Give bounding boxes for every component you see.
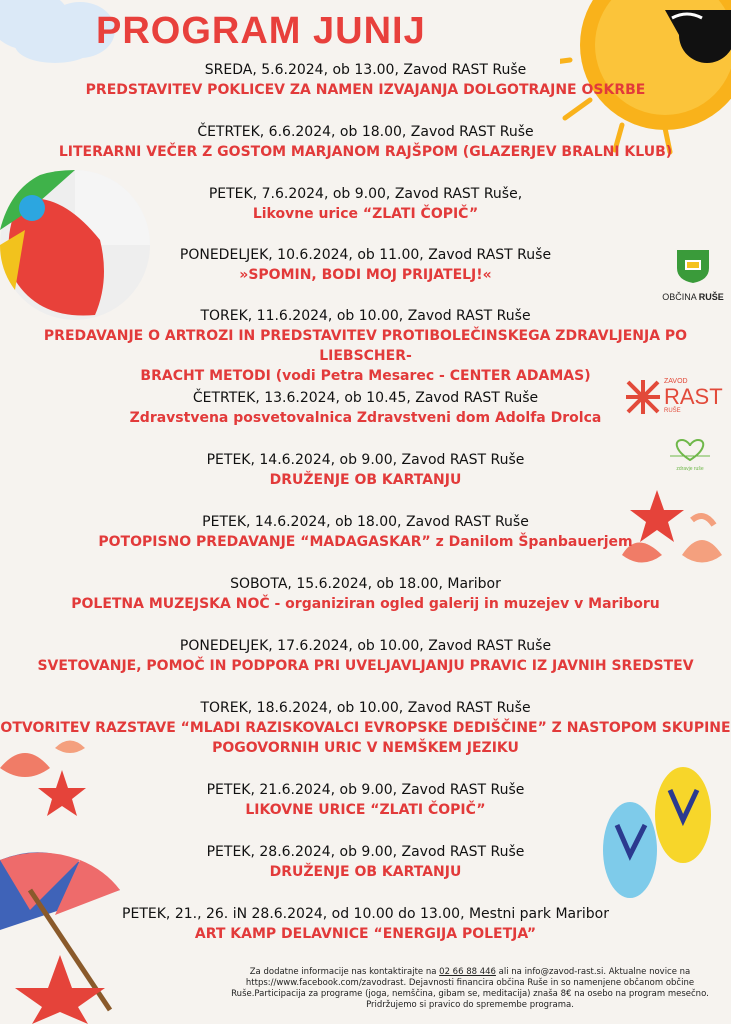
event-date: TOREK, 11.6.2024, ob 10.00, Zavod RAST Ruše <box>200 308 531 324</box>
event-date: SREDA, 5.6.2024, ob 13.00, Zavod RAST Ruše <box>204 62 527 78</box>
footer-text: Za dodatne informacije nas kontaktirajte na <box>249 967 440 977</box>
event-date: PETEK, 21.6.2024, ob 9.00, Zavod RAST Ruše <box>206 782 525 798</box>
event-date: ČETRTEK, 6.6.2024, ob 18.00, Zavod RAST Ruše <box>197 124 534 140</box>
event-2 <box>0 122 731 162</box>
event-8 <box>0 512 731 552</box>
obcina-prefix: OBČINA <box>662 292 697 302</box>
event-date: PONEDELJEK, 10.6.2024, ob 11.00, Zavod RAST Ruše <box>179 247 552 263</box>
event-date: PETEK, 21., 26. iN 28.6.2024, od 10.00 do 13.00, Mestni park Maribor <box>122 906 609 922</box>
event-7 <box>0 450 731 490</box>
event-6 <box>0 388 731 428</box>
footer-line-4: Pridržujemo si pravico do spremembe programa. <box>366 1000 574 1010</box>
event-3 <box>0 184 731 224</box>
footer-line-3: Ruše.Participacija za programe (joga, nemščina, gibam se, meditacija) znaša 8€ na osebo na program mesečno. <box>231 989 709 999</box>
event-title: »SPOMIN, BODI MOJ PRIJATELJ!« <box>239 267 492 283</box>
zdravje-label: zdravje ruše <box>676 466 704 472</box>
event-title: PREDSTAVITEV POKLICEV ZA NAMEN IZVAJANJA DOLGOTRAJNE OSKRBE <box>85 82 646 98</box>
event-1 <box>0 60 731 100</box>
event-date: PONEDELJEK, 17.6.2024, ob 10.00, Zavod RAST Ruše <box>179 638 552 654</box>
event-date: TOREK, 18.6.2024, ob 10.00, Zavod RAST Ruše <box>200 700 531 716</box>
event-title: LIKOVNE URICE “ZLATI ČOPIČ” <box>245 802 486 818</box>
footer-line-1 <box>230 967 710 978</box>
event-date: PETEK, 14.6.2024, ob 9.00, Zavod RAST Ruše <box>206 452 525 468</box>
event-date: ČETRTEK, 13.6.2024, ob 10.45, Zavod RAST Ruše <box>192 390 539 406</box>
event-date: SOBOTA, 15.6.2024, ob 18.00, Maribor <box>230 576 501 592</box>
event-date: PETEK, 7.6.2024, ob 9.00, Zavod RAST Ruše, <box>208 186 523 202</box>
event-title: Likovne urice “ZLATI ČOPIČ” <box>252 206 479 222</box>
phone-link[interactable]: 02 66 88 446 <box>439 967 496 977</box>
event-title: POLETNA MUZEJSKA NOČ - organiziran ogled galerij in muzejev v Mariboru <box>71 596 660 612</box>
event-date: PETEK, 14.6.2024, ob 18.00, Zavod RAST Ruše <box>202 514 529 530</box>
event-10 <box>0 636 731 676</box>
event-title: ART KAMP DELAVNICE “ENERGIJA POLETJA” <box>194 926 537 942</box>
event-title: Zdravstvena posvetovalnica Zdravstveni dom Adolfa Drolca <box>129 410 602 426</box>
footer-text: ali na info@zavod-rast.si. Aktualne novice na <box>495 967 691 977</box>
event-title: POTOPISNO PREDAVANJE “MADAGASKAR” z Danilom Španbauerjem <box>98 534 633 550</box>
event-title: LITERARNI VEČER Z GOSTOM MARJANOM RAJŠPOM (GLAZERJEV BRALNI KLUB) <box>58 144 673 160</box>
event-title: PREDAVANJE O ARTROZI IN PREDSTAVITEV PROTIBOLEČINSKEGA ZDRAVLJENJA PO LIEBSCHER- <box>43 328 688 364</box>
rast-big-label: RAST <box>664 384 723 409</box>
event-13 <box>0 842 731 882</box>
event-title: POGOVORNIH URIC V NEMŠKEM JEZIKU <box>212 740 519 756</box>
event-9 <box>0 574 731 614</box>
event-4 <box>0 245 731 285</box>
event-title: SVETOVANJE, POMOČ IN PODPORA PRI UVELJAVLJANJU PRAVIC IZ JAVNIH SREDSTEV <box>37 658 694 674</box>
event-11 <box>0 698 731 758</box>
footer-line-2: https://www.facebook.com/zavodrast. Dejavnosti financira občina Ruše in so namenjene občanom občine <box>245 978 695 988</box>
rast-sub-label: RUŠE <box>664 408 681 414</box>
event-5 <box>0 306 731 386</box>
event-title: OTVORITEV RAZSTAVE “MLADI RAZISKOVALCI EVROPSKE DEDIŠČINE” Z NASTOPOM SKUPINE <box>0 720 731 736</box>
page-title: PROGRAM JUNIJ <box>96 10 426 52</box>
obcina-name: RUŠE <box>698 292 724 302</box>
event-14 <box>0 904 731 944</box>
event-title: DRUŽENJE OB KARTANJU <box>269 864 462 880</box>
footer-info <box>230 967 710 1011</box>
rast-small-label: ZAVOD <box>664 378 688 385</box>
event-12 <box>0 780 731 820</box>
event-title: DRUŽENJE OB KARTANJU <box>269 472 462 488</box>
event-date: PETEK, 28.6.2024, ob 9.00, Zavod RAST Ruše <box>206 844 525 860</box>
event-title: BRACHT METODI (vodi Petra Mesarec - CENTER ADAMAS) <box>140 368 591 384</box>
